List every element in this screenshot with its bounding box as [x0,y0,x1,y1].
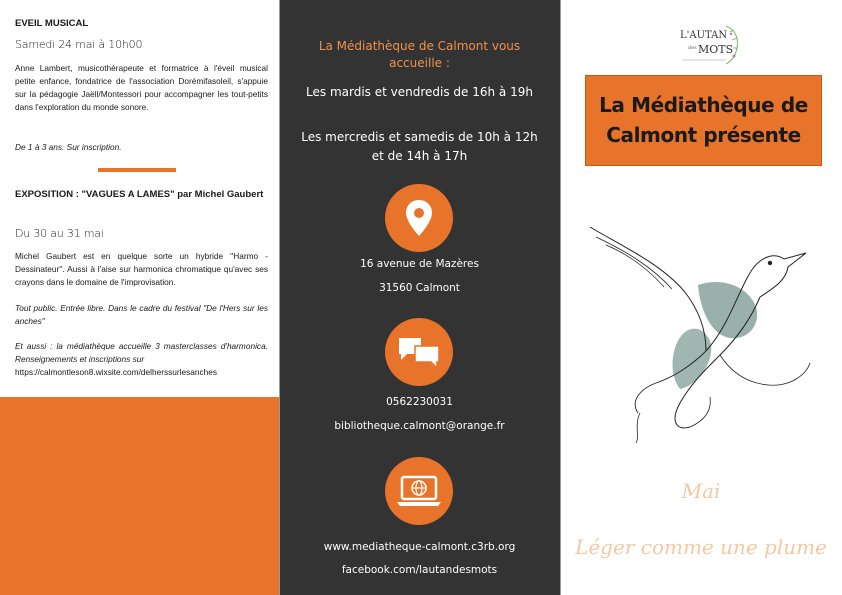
expo-date: Du 30 au 31 mai [15,227,104,240]
email-address[interactable]: bibliotheque.calmont@orange.fr [334,420,505,432]
autan-des-mots-logo [676,22,744,68]
title-box [585,75,822,166]
eveil-heading: EVEIL MUSICAL [15,18,89,29]
expo-body: Michel Gaubert est en quelque sorte un hybride ''Harmo -Dessinateur''. Aussi à l'aise sur harmonica chromatique qu'avec ses crayons dans le domaine de l'improvisation. [15,251,268,287]
address-city: 31560 Calmont [379,282,460,294]
festival-link[interactable]: https://calmontleson8.wixsite.com/delherssurlesanches [15,367,217,377]
chat-bubbles-icon [385,318,453,386]
title-line-1: La Médiathèque de [599,93,808,117]
location-pin-icon [385,184,453,252]
fold-line-2 [560,0,561,595]
phone-number[interactable]: 0562230031 [386,396,453,408]
web-laptop-icon [385,457,453,525]
website-link[interactable]: www.mediatheque-calmont.c3rb.org [323,541,516,553]
expo-heading: EXPOSITION : "VAGUES A LAMES" par Michel Gaubert [15,189,264,200]
welcome-text: La Médiathèque de Calmont vous accueille : [318,39,521,70]
contact-circle [385,318,453,386]
svg-text:des: des [688,45,697,51]
svg-text:MOTS: MOTS [698,43,734,56]
facebook-link[interactable]: facebook.com/lautandesmots [341,564,498,576]
expo-note: Tout public. Entrée libre. Dans le cadre du festival "De l'Hers sur les anches" [15,303,268,326]
orange-block [0,397,279,595]
eveil-date: Samedi 24 mai à 10h00 [15,38,143,51]
eveil-note: De 1 à 3 ans. Sur inscription. [15,142,122,152]
hours-tue-fri: Les mardis et vendredis de 16h à 19h [306,85,533,99]
month-label: Mai [681,479,721,503]
fold-line-1 [279,0,280,595]
expo-extra: Et aussi : la médiathèque accueille 3 masterclasses d'harmonica. Renseignements et inscriptions sur [15,341,268,364]
hours-wed-sat: Les mercredis et samedis de 10h à 12h et de 14h à 17h [301,130,538,163]
left-panel [0,0,279,595]
svg-text:L'AUTAN: L'AUTAN [680,30,728,41]
location-circle [385,184,453,252]
title-line-2: Calmont présente [606,123,801,147]
address-street: 16 avenue de Mazères [360,258,479,270]
program-subtitle: Léger comme une plume [575,535,827,559]
middle-panel [279,0,560,595]
section-divider [98,168,176,172]
web-circle [385,457,453,525]
eveil-body: Anne Lambert, musicothérapeute et formatrice à l'éveil musical petite enfance, fondatrice de l'association Dorémifasoleil, s'appuie sur la pédagogie Jaëll/Montessori pour accompagner les tout-petits dans l'exploration du monde sonore. [15,63,268,112]
hummingbird-illustration [580,215,820,445]
